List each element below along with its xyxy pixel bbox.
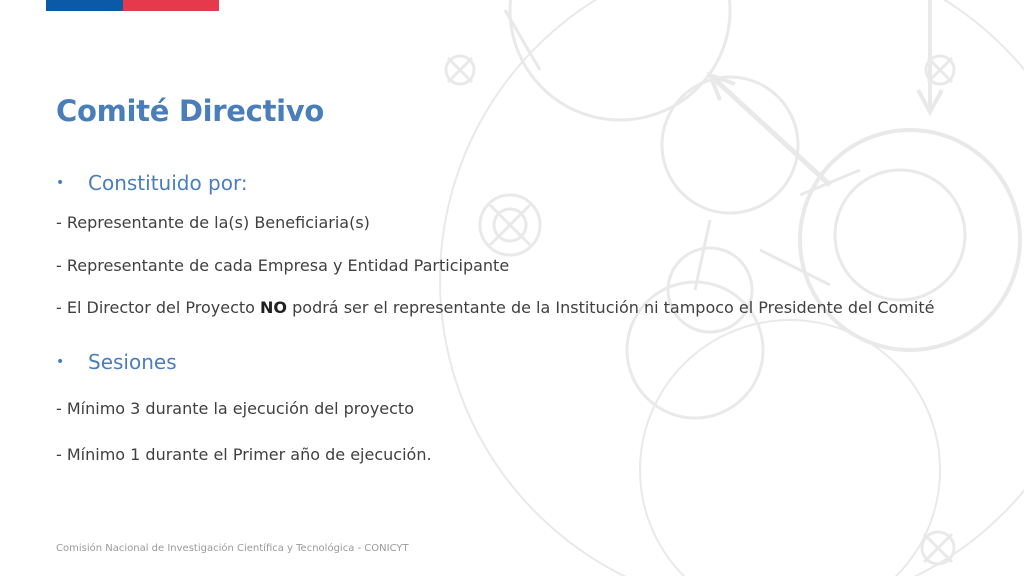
list-item-emphasis: NO (260, 298, 288, 317)
list-item: - Mínimo 1 durante el Primer año de ejecución. (56, 445, 432, 464)
flag-blue-segment (46, 0, 123, 11)
bullet-heading-constituido (56, 171, 248, 195)
slide-footer: Comisión Nacional de Investigación Científica y Tecnológica - CONICYT (56, 543, 409, 554)
flag-stripe (46, 0, 219, 11)
heading-text: Sesiones (88, 350, 177, 374)
slide-title: Comité Directivo (56, 94, 324, 128)
bullet-heading-sesiones (56, 350, 177, 374)
heading-text: Constituido por: (88, 171, 248, 195)
flag-red-segment (123, 0, 219, 11)
list-item-text-post: podrá ser el representante de la Institución ni tampoco el Presidente del Comité (287, 298, 935, 317)
list-item (56, 298, 934, 317)
list-item: - Representante de cada Empresa y Entidad Participante (56, 256, 510, 275)
list-item-text-pre: - El Director del Proyecto (56, 298, 261, 317)
decorative-circles-background (430, 0, 1024, 576)
bullet-icon: • (56, 175, 65, 191)
list-item: - Mínimo 3 durante la ejecución del proyecto (56, 399, 414, 418)
bullet-icon: • (56, 354, 65, 370)
list-item: - Representante de la(s) Beneficiaria(s) (56, 213, 370, 232)
